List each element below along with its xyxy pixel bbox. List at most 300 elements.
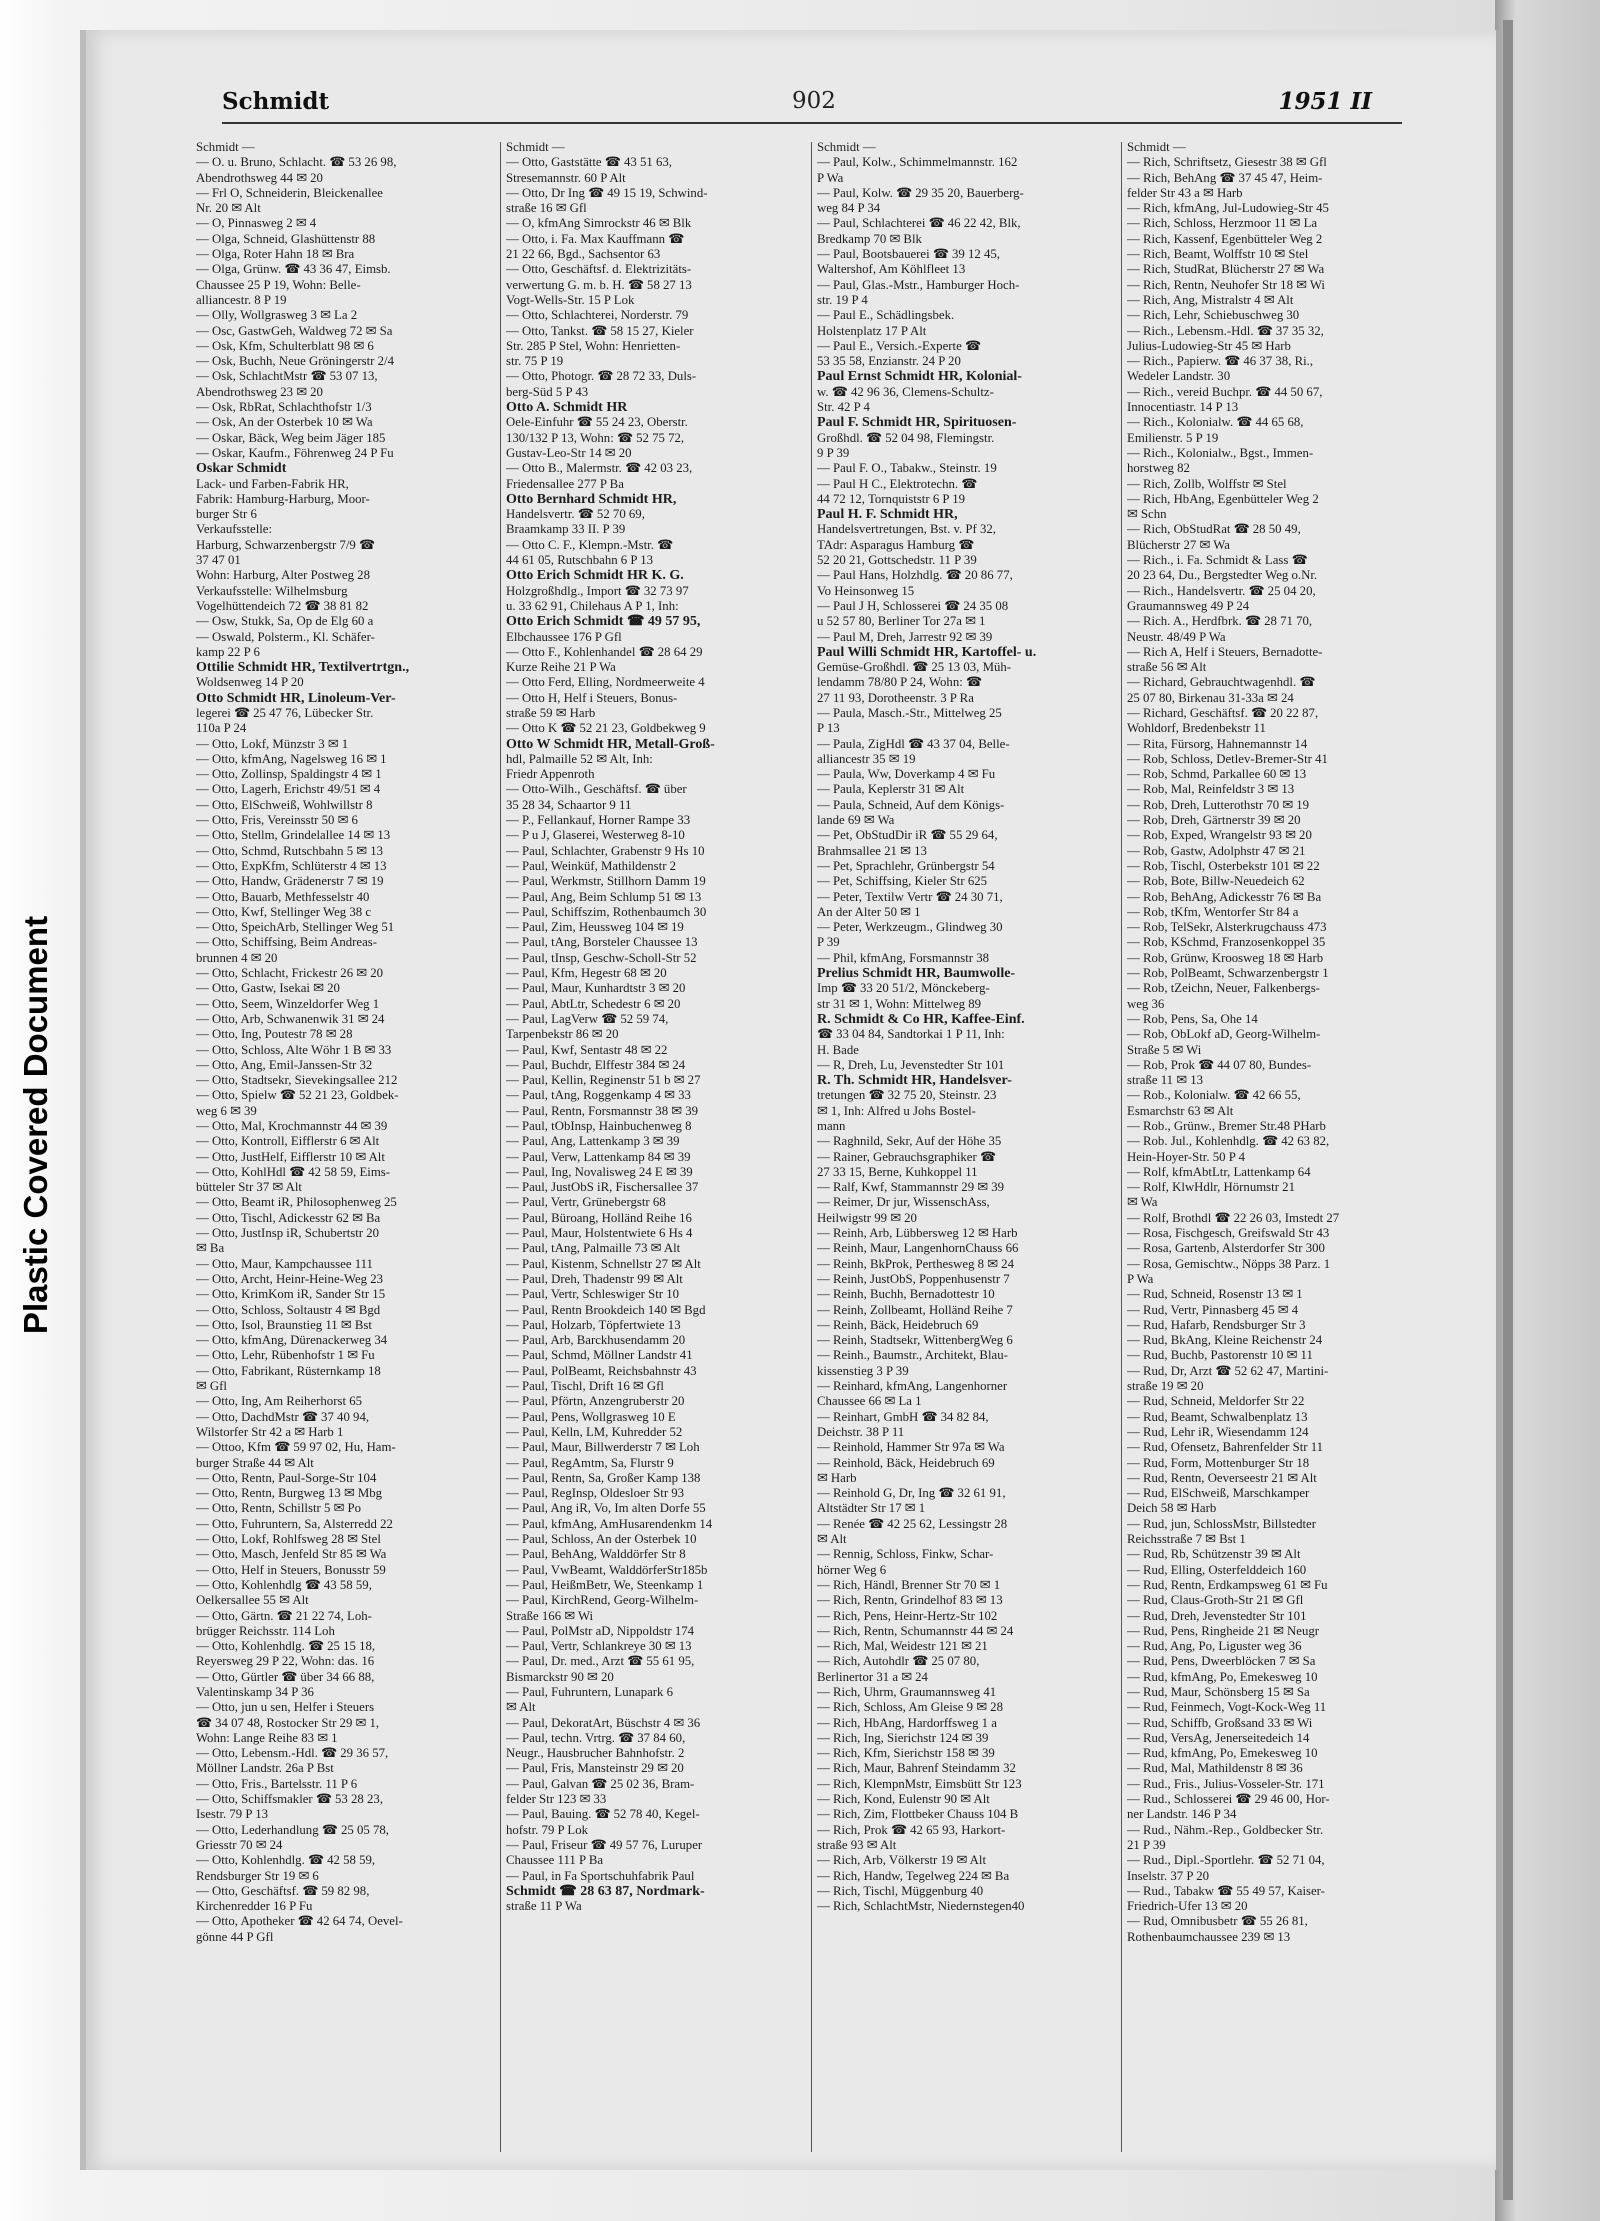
directory-line: — Rob, BehAng, Adickesstr 76 ✉ Ba <box>1127 889 1322 904</box>
directory-line: — Rob, Dreh, Gärtnerstr 39 ✉ 20 <box>1127 813 1301 828</box>
directory-line: — Otto, Ing, Poutestr 78 ✉ 28 <box>196 1027 353 1042</box>
directory-line: — Rud, Ofensetz, Bahrenfelder Str 11 <box>1127 1440 1324 1455</box>
directory-line: — Peter, Textilw Vertr ☎ 24 30 71, <box>817 889 1003 904</box>
directory-line: — Otto, Schlacht, Frickestr 26 ✉ 20 <box>196 966 384 981</box>
directory-line: — Paula, ZigHdl ☎ 43 37 04, Belle- <box>817 736 1010 751</box>
directory-line: Emilienstr. 5 P 19 <box>1127 430 1219 445</box>
directory-line: — Paula, Masch.-Str., Mittelweg 25 <box>817 705 1002 720</box>
directory-line: — Otto, Beamt iR, Philosophenweg 25 <box>196 1195 397 1210</box>
directory-line: Chaussee 111 P Ba <box>506 1853 604 1868</box>
directory-line: — O. u. Bruno, Schlacht. ☎ 53 26 98, <box>196 155 397 170</box>
directory-line: Tarpenbekstr 86 ✉ 20 <box>506 1027 619 1042</box>
directory-line: Paul Ernst Schmidt HR, Kolonial- <box>817 369 1022 385</box>
directory-line: — Otto, i. Fa. Max Kauffmann ☎ <box>506 231 685 246</box>
directory-line: — Paul F. O., Tabakw., Steinstr. 19 <box>817 461 997 476</box>
directory-line: — Phil, kfmAng, Forsmannstr 38 <box>817 950 990 965</box>
directory-line: Harburg, Schwarzenbergstr 7/9 ☎ <box>196 537 375 552</box>
directory-line: — Otto, Lagerh, Erichstr 49/51 ✉ 4 <box>196 782 381 797</box>
directory-line: — Rich, ObStudRat ☎ 28 50 49, <box>1127 522 1301 537</box>
directory-line: kamp 22 P 6 <box>196 644 260 659</box>
directory-line: P 13 <box>817 721 840 736</box>
directory-line: — Rich, Zim, Flottbeker Chauss 104 B <box>817 1807 1019 1822</box>
directory-line: — Paul, Fris, Mansteinstr 29 ✉ 20 <box>506 1761 684 1776</box>
directory-line: gönne 44 P Gfl <box>196 1929 274 1944</box>
directory-line: Heilwigstr 99 ✉ 20 <box>817 1210 917 1225</box>
directory-line: ✉ Harb <box>817 1470 857 1485</box>
directory-line: — O, Pinnasweg 2 ✉ 4 <box>196 216 317 231</box>
year-value: 1951 <box>1278 88 1343 115</box>
directory-line: P Wa <box>1127 1271 1154 1286</box>
directory-line: — Rich, Prok ☎ 42 65 93, Harkort- <box>817 1822 1006 1837</box>
directory-line: Otto Schmidt HR, Linoleum-Ver- <box>196 690 396 706</box>
directory-line: — Rud., Nähm.-Rep., Goldbecker Str. <box>1127 1822 1324 1837</box>
directory-line: — Paul, Schmd, Möllner Landstr 41 <box>506 1348 693 1363</box>
directory-line: burger Str 6 <box>196 507 257 522</box>
column-heading: Schmidt — <box>506 140 565 154</box>
directory-line: Fabrik: Hamburg-Harburg, Moor- <box>196 491 370 506</box>
directory-line: — Paul J H, Schlosserei ☎ 24 35 08 <box>817 598 1009 613</box>
directory-line: ✉ Ba <box>196 1241 225 1256</box>
directory-line: — Olly, Wollgrasweg 3 ✉ La 2 <box>196 308 358 323</box>
directory-line: — Paul, Bauing. ☎ 52 78 40, Kegel- <box>506 1807 700 1822</box>
directory-line: Neugr., Hausbrucher Bahnhofstr. 2 <box>506 1746 685 1761</box>
directory-line: straße 11 P Wa <box>506 1899 582 1914</box>
header-year <box>1278 88 1372 115</box>
directory-line: — Paul, Ang, Lattenkamp 3 ✉ 39 <box>506 1134 680 1149</box>
directory-line: — Rud, Schiffb, Großsand 33 ✉ Wi <box>1127 1715 1313 1730</box>
directory-line: — Paul, DekoratArt, Büschstr 4 ✉ 36 <box>506 1715 701 1730</box>
directory-line: Isestr. 79 P 13 <box>196 1807 269 1822</box>
directory-line: P Wa <box>817 170 844 185</box>
directory-line: Vo Heinsonweg 15 <box>817 583 915 598</box>
directory-line: — Paul, Kellin, Reginenstr 51 b ✉ 27 <box>506 1073 701 1088</box>
directory-line: — Rud, Beamt, Schwalbenplatz 13 <box>1127 1409 1308 1424</box>
directory-line: — Paul, Werkmstr, Stillhorn Damm 19 <box>506 874 706 889</box>
directory-line: — Otto, Gürtler ☎ über 34 66 88, <box>196 1669 375 1684</box>
directory-line: — Otto, Kontroll, Eifflerstr 6 ✉ Alt <box>196 1134 380 1149</box>
directory-line: — Rich A, Helf i Steuers, Bernadotte- <box>1127 644 1323 659</box>
directory-line: — Otto, Schloss, Soltaustr 4 ✉ Bgd <box>196 1302 381 1317</box>
directory-line: Esmarchstr 63 ✉ Alt <box>1127 1103 1234 1118</box>
directory-line: Berlinertor 31 a ✉ 24 <box>817 1669 928 1684</box>
directory-line: — Rich, Rentn, Grindelhof 83 ✉ 13 <box>817 1593 1003 1608</box>
directory-line: — Paul, HeißmBetr, We, Steenkamp 1 <box>506 1577 704 1592</box>
directory-line: Otto A. Schmidt HR <box>506 400 628 416</box>
directory-line: — Rich., Papierw. ☎ 46 37 38, Ri., <box>1127 354 1314 369</box>
directory-line: — Rud, Ang, Po, Liguster weg 36 <box>1127 1639 1302 1654</box>
directory-line: — Rob, tKfm, Wentorfer Str 84 a <box>1127 904 1299 919</box>
directory-line: Straße 5 ✉ Wi <box>1127 1042 1202 1057</box>
directory-line: — Paul, Dreh, Thadenstr 99 ✉ Alt <box>506 1271 683 1286</box>
directory-line: tretungen ☎ 32 75 20, Steinstr. 23 <box>817 1088 997 1103</box>
directory-line: — Paul, Ang iR, Vo, Im alten Dorfe 55 <box>506 1501 706 1516</box>
directory-line: — Rob, Prok ☎ 44 07 80, Bundes- <box>1127 1057 1312 1072</box>
directory-line: — Rich, Kfm, Sierichstr 158 ✉ 39 <box>817 1746 995 1761</box>
directory-line: — Peter, Werkzeugm., Glindweg 30 <box>817 920 1003 935</box>
column-3 <box>817 140 1117 2170</box>
directory-line: — Rud, Pens, Dweerblöcken 7 ✉ Sa <box>1127 1654 1316 1669</box>
directory-line: — Rich, Rentn, Neuhofer Str 18 ✉ Wi <box>1127 277 1325 292</box>
directory-line: — Rich, Kond, Eulenstr 90 ✉ Alt <box>817 1792 990 1807</box>
directory-line: — Paul, Kfm, Hegestr 68 ✉ 20 <box>506 966 667 981</box>
directory-line: — Otto, Mal, Krochmannstr 44 ✉ 39 <box>196 1119 388 1133</box>
directory-line: ✉ Wa <box>1127 1195 1158 1210</box>
directory-line: weg 6 ✉ 39 <box>196 1103 257 1118</box>
side-label-text: Plastic Covered Document <box>17 915 54 1335</box>
directory-line: — Rud, Form, Mottenburger Str 18 <box>1127 1455 1310 1470</box>
directory-line: Holzgroßhdlg., Import ☎ 32 73 97 <box>506 583 689 598</box>
directory-line: — Rud, Maur, Schönsberg 15 ✉ Sa <box>1127 1684 1310 1699</box>
directory-line: — Paul Hans, Holzhdlg. ☎ 20 86 77, <box>817 568 1013 583</box>
directory-line: legerei ☎ 25 47 76, Lübecker Str. <box>196 705 374 720</box>
directory-line: hofstr. 79 P Lok <box>506 1822 588 1837</box>
directory-line: Abendrothsweg 23 ✉ 20 <box>196 384 323 399</box>
directory-line: Paul H. F. Schmidt HR, <box>817 507 958 523</box>
directory-line: — Paul, AbtLtr, Schedestr 6 ✉ 20 <box>506 996 681 1011</box>
directory-line: 37 47 01 <box>196 553 241 568</box>
directory-line: — Otto, Isol, Braunstieg 11 ✉ Bst <box>196 1317 372 1332</box>
directory-line: Brahmsallee 21 ✉ 13 <box>817 843 927 858</box>
directory-line: — Rud, Feinmech, Vogt-Kock-Weg 11 <box>1127 1700 1327 1715</box>
directory-line: — O, kfmAng Simrockstr 46 ✉ Blk <box>506 216 692 231</box>
directory-line: — Otto, Stellm, Grindelallee 14 ✉ 13 <box>196 828 391 843</box>
directory-line: — Otto, Gaststätte ☎ 43 51 63, <box>506 155 672 170</box>
directory-line: Braamkamp 33 II. P 39 <box>506 522 626 537</box>
directory-line: — Rich, Lehr, Schiebuschweg 30 <box>1127 308 1300 323</box>
directory-line: — Rich, Zollb, Wolffstr ✉ Stel <box>1127 476 1287 491</box>
page-header <box>222 86 1402 124</box>
directory-line: — Reinhart, GmbH ☎ 34 82 84, <box>817 1409 989 1424</box>
directory-line: — Paul E., Versich.-Experte ☎ <box>817 338 981 353</box>
directory-line: Str. 285 P Stel, Wohn: Henrietten- <box>506 338 681 353</box>
directory-line: felder Str 43 a ✉ Harb <box>1127 185 1243 200</box>
directory-line: — Rud, Schneid, Rosenstr 13 ✉ 1 <box>1127 1287 1303 1302</box>
directory-line: — Rolf, kfmAbtLtr, Lattenkamp 64 <box>1127 1164 1311 1179</box>
directory-line: — Paul, RegInsp, Oldesloer Str 93 <box>506 1486 685 1501</box>
directory-line: — Otto, KrimKom iR, Sander Str 15 <box>196 1287 386 1302</box>
directory-line: Graumannsweg 49 P 24 <box>1127 598 1250 613</box>
directory-line: — Rob, Tischl, Osterbekstr 101 ✉ 22 <box>1127 858 1320 873</box>
directory-line: — P., Fellankauf, Horner Rampe 33 <box>506 813 691 828</box>
directory-line: — Rud, Dr, Arzt ☎ 52 62 47, Martini- <box>1127 1363 1329 1378</box>
directory-line: — Otto, Kohlenhdlg. ☎ 25 15 18, <box>196 1639 376 1654</box>
directory-line: — Reinh., Baumstr., Architekt, Blau- <box>817 1348 1008 1363</box>
directory-line: — Paul, tAng, Palmaille 73 ✉ Alt <box>506 1241 681 1256</box>
directory-line: — Paul, Pförtn, Anzengruberstr 20 <box>506 1394 685 1409</box>
directory-line: — Otto, Fabrikant, Rüsternkamp 18 <box>196 1363 381 1378</box>
directory-line: — Rud, VersAg, Jenerseitedeich 14 <box>1127 1730 1310 1745</box>
directory-line: — Rud., Tabakw ☎ 55 49 57, Kaiser- <box>1127 1883 1325 1898</box>
directory-line: 27 33 15, Berne, Kuhkoppel 11 <box>817 1164 978 1179</box>
page-number: 902 <box>792 88 836 114</box>
directory-line: 110a P 24 <box>196 721 247 736</box>
directory-line: — Paul, Kolw. ☎ 29 35 20, Bauerberg- <box>817 185 1024 200</box>
directory-line: — Paula, Ww, Doverkamp 4 ✉ Fu <box>817 767 996 782</box>
directory-line: — Rich, Händl, Brenner Str 70 ✉ 1 <box>817 1577 1001 1592</box>
directory-line: — Reinh, Arb, Lübbersweg 12 ✉ Harb <box>817 1226 1018 1241</box>
directory-line: u 52 57 80, Berliner Tor 27a ✉ 1 <box>817 614 986 629</box>
directory-line: — Paul, Verw, Lattenkamp 84 ✉ 39 <box>506 1149 691 1164</box>
directory-line: — Otto, Schiffsmakler ☎ 53 28 23, <box>196 1792 384 1807</box>
directory-line: — Rich, Schriftsetz, Giesestr 38 ✉ Gfl <box>1127 155 1327 170</box>
directory-line: — Reimer, Dr jur, WissenschAss, <box>817 1195 990 1210</box>
directory-line: ☎ 33 04 84, Sandtorkai 1 P 11, Inh: <box>817 1027 1005 1042</box>
directory-line: brügger Reichsstr. 114 Loh <box>196 1623 335 1638</box>
directory-line: Oelkersallee 55 ✉ Alt <box>196 1593 309 1608</box>
directory-line: — Pet, ObStudDir iR ☎ 55 29 64, <box>817 828 998 843</box>
directory-line: TAdr: Asparagus Hamburg ☎ <box>817 537 975 552</box>
directory-line: ner Landstr. 146 P 34 <box>1127 1807 1237 1822</box>
part-value: II <box>1350 88 1372 115</box>
directory-line: Verkaufsstelle: <box>196 522 273 537</box>
directory-line: Handelsvertretungen, Bst. v. Pf 32, <box>817 522 997 537</box>
directory-line: — Osk, An der Osterbek 10 ✉ Wa <box>196 415 373 430</box>
directory-line: — Otto, kfmAng, Nagelsweg 16 ✉ 1 <box>196 751 387 766</box>
directory-line: Deich 58 ✉ Harb <box>1127 1501 1217 1516</box>
directory-line: — Rich, Ing, Sierichstr 124 ✉ 39 <box>817 1730 989 1745</box>
directory-line: — Otto, Fris., Bartelsstr. 11 P 6 <box>196 1776 358 1791</box>
directory-line: weg 36 <box>1127 996 1165 1011</box>
directory-line: — Paul, JustObS iR, Fischersallee 37 <box>506 1180 699 1195</box>
directory-line: Bredkamp 70 ✉ Blk <box>817 231 922 246</box>
directory-line: — Rud, jun, SchlossMstr, Billstedter <box>1127 1516 1316 1531</box>
directory-line: — Rud, Buchb, Pastorenstr 10 ✉ 11 <box>1127 1348 1313 1363</box>
column-2 <box>506 140 808 2170</box>
directory-line: — Otto-Wilh., Geschäftsf. ☎ über <box>506 782 687 797</box>
directory-line: — Paul, PolBeamt, Reichsbahnstr 43 <box>506 1363 697 1378</box>
directory-line: — Rennig, Schloss, Finkw, Schar- <box>817 1547 994 1562</box>
directory-line: — Renée ☎ 42 25 62, Lessingstr 28 <box>817 1516 1008 1531</box>
directory-line: Friedr Appenroth <box>506 767 595 782</box>
directory-line: lande 69 ✉ Wa <box>817 813 895 828</box>
directory-line: straße 19 ✉ 20 <box>1127 1379 1204 1394</box>
directory-line: — Paul, Maur, Kunhardtstr 3 ✉ 20 <box>506 981 686 996</box>
directory-line: Kirchenredder 16 P Fu <box>196 1899 313 1914</box>
directory-line: weg 84 P 34 <box>817 201 881 216</box>
directory-line: — Rud, BkAng, Kleine Reichenstr 24 <box>1127 1333 1323 1348</box>
directory-line: — Paul M, Dreh, Jarrestr 92 ✉ 39 <box>817 629 993 644</box>
directory-line: — Rob., Kolonialw. ☎ 42 66 55, <box>1127 1088 1301 1103</box>
directory-line: — Rich, Arb, Völkerstr 19 ✉ Alt <box>817 1853 987 1868</box>
directory-line: — Otto K ☎ 52 21 23, Goldbekweg 9 <box>506 721 706 736</box>
directory-line: — Rolf, KlwHdlr, Hörnumstr 21 <box>1127 1180 1295 1195</box>
directory-line: brunnen 4 ✉ 20 <box>196 950 278 965</box>
directory-line: — Rich, StudRat, Blücherstr 27 ✉ Wa <box>1127 262 1325 277</box>
directory-line: — Rob, PolBeamt, Schwarzenbergstr 1 <box>1127 966 1329 981</box>
directory-line: — Rich, Kassenf, Egenbütteler Weg 2 <box>1127 231 1323 246</box>
directory-line: — Otto, Handw, Grädenerstr 7 ✉ 19 <box>196 874 384 889</box>
column-heading: Schmidt — <box>1127 140 1186 154</box>
directory-line: Otto Erich Schmidt ☎ 49 57 95, <box>506 614 701 630</box>
directory-line: — Rolf, Brothdl ☎ 22 26 03, Imstedt 27 <box>1127 1210 1340 1225</box>
directory-line: Imp ☎ 33 20 51/2, Mönckeberg- <box>817 981 990 996</box>
directory-line: 52 20 21, Gottschedstr. 11 P 39 <box>817 553 977 568</box>
directory-line: — Paul, Fuhruntern, Lunapark 6 <box>506 1684 674 1699</box>
directory-line: — Rud, Rentn, Erdkampsweg 61 ✉ Fu <box>1127 1577 1328 1592</box>
directory-line: 130/132 P 13, Wohn: ☎ 52 75 72, <box>506 430 685 445</box>
directory-line: — Rob, KSchmd, Franzosenkoppel 35 <box>1127 935 1326 950</box>
directory-line: — Rich. A., Herdfbrk. ☎ 28 71 70, <box>1127 614 1313 629</box>
directory-line: Wohldorf, Bredenbekstr 11 <box>1127 721 1266 736</box>
directory-line: — Rud, Claus-Groth-Str 21 ✉ Gfl <box>1127 1593 1304 1608</box>
directory-line: — Pet, Schiffsing, Kieler Str 625 <box>817 874 988 889</box>
directory-line: — Otto, Kohlenhdlg ☎ 43 58 59, <box>196 1577 372 1592</box>
directory-line: — Paul, tObInsp, Hainbuchenweg 8 <box>506 1119 692 1133</box>
directory-line: — Reinh, BkProk, Perthesweg 8 ✉ 24 <box>817 1256 1014 1271</box>
directory-line: — Osk, Buchh, Neue Gröningerstr 2/4 <box>196 354 394 369</box>
directory-line: — Reinh, Maur, LangenhornChauss 66 <box>817 1241 1019 1256</box>
directory-line: Wohn: Harburg, Alter Postweg 28 <box>196 568 370 583</box>
directory-line: 20 23 64, Du., Bergstedter Weg o.Nr. <box>1127 568 1318 583</box>
directory-line: Wohn: Lange Reihe 83 ✉ 1 <box>196 1730 338 1745</box>
directory-line: Oskar Schmidt <box>196 461 287 477</box>
directory-line: — Otto, Stadtsekr, Sievekingsallee 212 <box>196 1073 398 1088</box>
directory-line: — Paul, Weinküf, Mathildenstr 2 <box>506 858 677 873</box>
directory-line: — Rob, Schloss, Detlev-Bremer-Str 41 <box>1127 751 1328 766</box>
directory-line: Kurze Reihe 21 P Wa <box>506 660 616 675</box>
directory-line: Reichsstraße 7 ✉ Bst 1 <box>1127 1532 1246 1547</box>
directory-line: — Otto, JustInsp iR, Schubertstr 20 <box>196 1226 380 1241</box>
directory-line: — Reinhold, Hammer Str 97a ✉ Wa <box>817 1440 1005 1455</box>
directory-line: 9 P 39 <box>817 445 850 460</box>
directory-line: — Rich, kfmAng, Jul-Ludowieg-Str 45 <box>1127 201 1329 216</box>
directory-line: Vogelhüttendeich 72 ☎ 38 81 82 <box>196 598 369 613</box>
directory-line: — Paul, BehAng, Walddörfer Str 8 <box>506 1547 686 1562</box>
directory-line: Griesstr 70 ✉ 24 <box>196 1837 283 1852</box>
directory-line: — Rainer, Gebrauchsgraphiker ☎ <box>817 1149 996 1164</box>
directory-line: — Paul, Büroang, Holländ Reihe 16 <box>506 1210 692 1225</box>
binding-strip <box>1503 20 1513 2200</box>
directory-line: — Rob, Gastw, Adolphstr 47 ✉ 21 <box>1127 843 1306 858</box>
directory-line: Otto W Schmidt HR, Metall-Groß- <box>506 736 715 752</box>
directory-line: — Reinhold G, Dr, Ing ☎ 32 61 91, <box>817 1486 1006 1501</box>
directory-line: — Rud, Mal, Mathildenstr 8 ✉ 36 <box>1127 1761 1303 1776</box>
directory-line: — Otto, Zollinsp, Spaldingstr 4 ✉ 1 <box>196 767 382 782</box>
directory-line: — Paul, Rentn Brookdeich 140 ✉ Bgd <box>506 1302 706 1317</box>
directory-line: — Otto, Masch, Jenfeld Str 85 ✉ Wa <box>196 1547 387 1562</box>
directory-line: — Paul, Bootsbauerei ☎ 39 12 45, <box>817 247 1000 262</box>
directory-line: — Paul, PolMstr aD, Nippoldstr 174 <box>506 1623 695 1638</box>
directory-line: — Rud, Pens, Ringheide 21 ✉ Neugr <box>1127 1623 1319 1638</box>
directory-line: — Paul, Kolw., Schimmelmannstr. 162 <box>817 155 1018 170</box>
directory-line: straße 11 ✉ 13 <box>1127 1073 1203 1088</box>
directory-line: — Paul, VwBeamt, WalddörferStr185b <box>506 1562 708 1577</box>
directory-line: — Paul, Friseur ☎ 49 57 76, Luruper <box>506 1837 703 1852</box>
directory-line: — Otto, jun u sen, Helfer i Steuers <box>196 1700 375 1715</box>
directory-line: — Paul H C., Elektrotechn. ☎ <box>817 476 978 491</box>
directory-line: — Otto, Helf in Steuers, Bonusstr 59 <box>196 1562 386 1577</box>
directory-line: H. Bade <box>817 1042 859 1057</box>
directory-line: 21 22 66, Bgd., Sachsentor 63 <box>506 247 661 262</box>
directory-line: Paul F. Schmidt HR, Spirituosen- <box>817 415 1017 431</box>
directory-line: Oele-Einfuhr ☎ 55 24 23, Oberstr. <box>506 415 688 430</box>
directory-line: — Rich, Beamt, Wolffstr 10 ✉ Stel <box>1127 247 1309 262</box>
directory-line: — Osc, GastwGeh, Waldweg 72 ✉ Sa <box>196 323 393 338</box>
directory-line: Verkaufsstelle: Wilhelmsburg <box>196 583 348 598</box>
directory-line: — Rud, Vertr, Pinnasberg 45 ✉ 4 <box>1127 1302 1299 1317</box>
directory-line: Wedeler Landstr. 30 <box>1127 369 1231 384</box>
directory-line: — Otto, Maur, Kampchaussee 111 <box>196 1256 373 1271</box>
column-heading: Schmidt — <box>817 140 876 154</box>
directory-line: — Paul, Dr. med., Arzt ☎ 55 61 95, <box>506 1654 695 1669</box>
directory-line: Schmidt ☎ 28 63 87, Nordmark- <box>506 1883 705 1899</box>
directory-line: — Otto, Dr Ing ☎ 49 15 19, Schwind- <box>506 185 708 200</box>
directory-line: — Otto, Geschäftsf. d. Elektrizitäts- <box>506 262 692 277</box>
directory-line: ☎ 34 07 48, Rostocker Str 29 ✉ 1, <box>196 1715 380 1730</box>
column-divider <box>1121 142 1122 2152</box>
directory-line: — Paul, Schloss, An der Osterbek 10 <box>506 1532 697 1547</box>
directory-line: str 31 ✉ 1, Wohn: Mittelweg 89 <box>817 996 982 1011</box>
directory-line: — Rud., Dipl.-Sportlehr. ☎ 52 71 04, <box>1127 1853 1325 1868</box>
directory-line: — Otto, Seem, Winzeldorfer Weg 1 <box>196 996 380 1011</box>
directory-line: — Reinhard, kfmAng, Langenhorner <box>817 1379 1008 1394</box>
directory-line: — Rich., Kolonialw. ☎ 44 65 68, <box>1127 415 1304 430</box>
directory-line: — Otto, Lebensm.-Hdl. ☎ 29 36 57, <box>196 1746 389 1761</box>
directory-line: — Ottoo, Kfm ☎ 59 97 02, Hu, Ham- <box>196 1440 396 1455</box>
directory-line: straße 56 ✉ Alt <box>1127 660 1207 675</box>
directory-line: — Rud, Omnibusbetr ☎ 55 26 81, <box>1127 1914 1308 1929</box>
directory-line: Reyersweg 29 P 22, Wohn: das. 16 <box>196 1654 375 1669</box>
directory-line: Holstenplatz 17 P Alt <box>817 323 927 338</box>
directory-line: — Otto, Kwf, Stellinger Weg 38 c <box>196 904 372 919</box>
directory-line: Chaussee 25 P 19, Wohn: Belle- <box>196 277 361 292</box>
directory-line: Gemüse-Großhdl. ☎ 25 13 03, Müh- <box>817 660 1012 675</box>
directory-line: — Otto, Apotheker ☎ 42 64 74, Oevel- <box>196 1914 403 1929</box>
directory-line: ✉ 1, Inh: Alfred u Johs Bostel- <box>817 1103 976 1118</box>
directory-line: — Osk, SchlachtMstr ☎ 53 07 13, <box>196 369 378 384</box>
directory-line: 25 07 80, Birkenau 31-33a ✉ 24 <box>1127 690 1294 705</box>
directory-line: hdl, Palmaille 52 ✉ Alt, Inh: <box>506 751 653 766</box>
directory-line: Lack- und Farben-Fabrik HR, <box>196 476 349 491</box>
directory-line: — Paul, Ang, Beim Schlump 51 ✉ 13 <box>506 889 702 904</box>
column-1 <box>196 140 496 2170</box>
directory-line: — Otto, Spielw ☎ 52 21 23, Goldbek- <box>196 1088 399 1103</box>
directory-line: — Rich, Schloss, Am Gleise 9 ✉ 28 <box>817 1700 1003 1715</box>
directory-line: — Otto, Tischl, Adickesstr 62 ✉ Ba <box>196 1210 381 1225</box>
directory-line: — Rob, Dreh, Lutterothstr 70 ✉ 19 <box>1127 797 1310 812</box>
directory-line: — Rosa, Fischgesch, Greifswald Str 43 <box>1127 1226 1330 1241</box>
directory-line: — Paul, Vertr, Schlankreye 30 ✉ 13 <box>506 1639 692 1654</box>
directory-line: berg-Süd 5 P 43 <box>506 384 589 399</box>
directory-line: An der Alter 50 ✉ 1 <box>817 904 921 919</box>
directory-line: — Rich., vereid Buchpr. ☎ 44 50 67, <box>1127 384 1323 399</box>
directory-line: — Rob, Mal, Reinfeldstr 3 ✉ 13 <box>1127 782 1295 797</box>
directory-line: Woldsenweg 14 P 20 <box>196 675 304 690</box>
directory-line: u. 33 62 91, Chilehaus A P 1, Inh: <box>506 598 679 613</box>
directory-line: — Otto, KohlHdl ☎ 42 58 59, Eims- <box>196 1164 391 1179</box>
directory-line: Bismarckstr 90 ✉ 20 <box>506 1669 614 1684</box>
directory-line: — Reinh, Buchh, Bernadottestr 10 <box>817 1287 995 1302</box>
directory-line: straße 93 ✉ Alt <box>817 1837 897 1852</box>
directory-line: — Paul, Galvan ☎ 25 02 36, Bram- <box>506 1776 695 1791</box>
directory-line: Stresemannstr. 60 P Alt <box>506 170 626 185</box>
directory-line: Chaussee 66 ✉ La 1 <box>817 1394 922 1409</box>
directory-line: — Rud., Schlosserei ☎ 29 46 00, Hor- <box>1127 1792 1330 1807</box>
directory-line: Großhdl. ☎ 52 04 98, Flemingstr. <box>817 430 995 445</box>
directory-line: — Reinh, Stadtsekr, WittenbergWeg 6 <box>817 1333 1013 1348</box>
directory-line: Wilstorfer Str 42 a ✉ Harb 1 <box>196 1424 344 1439</box>
directory-line: — Otto, Gärtn. ☎ 21 22 74, Loh- <box>196 1608 372 1623</box>
directory-line: — Rich, SchlachtMstr, Niedernstegen40 <box>817 1899 1025 1914</box>
directory-line: — Rob, Grünw, Kroosweg 18 ✉ Harb <box>1127 950 1324 965</box>
directory-line: — Paul, Kistenm, Schnellstr 27 ✉ Alt <box>506 1256 701 1271</box>
directory-line: — Rob, Pens, Sa, Ohe 14 <box>1127 1011 1258 1026</box>
directory-line: — Rich, Uhrm, Graumannsweg 41 <box>817 1684 997 1699</box>
directory-line: — Otto H, Helf i Steuers, Bonus- <box>506 690 678 705</box>
directory-line: bütteler Str 37 ✉ Alt <box>196 1180 302 1195</box>
directory-line: — Raghnild, Sekr, Auf der Höhe 35 <box>817 1134 1002 1149</box>
directory-line: Elbchaussee 176 P Gfl <box>506 629 622 644</box>
